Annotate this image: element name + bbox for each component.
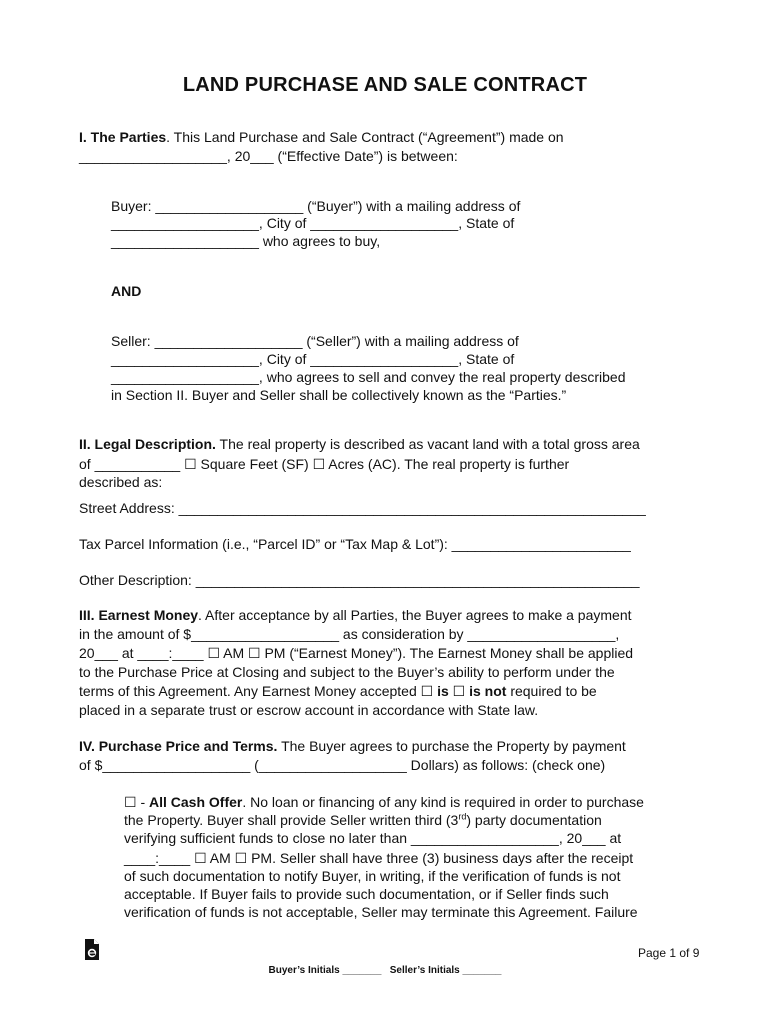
eforms-logo-icon bbox=[83, 938, 101, 962]
parties-line-1: I. The Parties. This Land Purchase and Sale Contract (“Agreement”) made on bbox=[79, 129, 564, 145]
page-number: Page 1 of 9 bbox=[638, 946, 700, 960]
earnest-line-3: 20___ at ____:____ ☐ AM ☐ PM (“Earnest Money”). The Earnest Money shall be applied bbox=[79, 645, 634, 661]
earnest-line-4: to the Purchase Price at Closing and subject to the Buyer’s ability to perform under the bbox=[79, 664, 615, 680]
cash-offer-checkbox[interactable]: ☐ - bbox=[124, 794, 149, 810]
price-line-2: of $___________________ (___________________ Dollars) as follows: (check one) bbox=[79, 757, 606, 773]
cash-offer-line-6: acceptable. If Buyer fails to provide such documentation, or if Seller finds such bbox=[124, 886, 609, 902]
legal-line-1: II. Legal Description. The real property is described as vacant land with a total gross area bbox=[79, 436, 640, 452]
legal-line-2: of ___________ ☐ Square Feet (SF) ☐ Acres (AC). The real property is further bbox=[79, 456, 570, 472]
cash-offer-line-4: ____:____ ☐ AM ☐ PM. Seller shall have three (3) business days after the receipt bbox=[124, 850, 634, 866]
street-address-field[interactable]: Street Address: ____________________________________________________________ bbox=[79, 500, 646, 516]
earnest-heading: III. Earnest Money bbox=[79, 607, 199, 623]
cash-offer-line-1: ☐ - All Cash Offer. No loan or financing of any kind is required in order to purchase bbox=[124, 794, 644, 810]
initials-line: Buyer’s Initials _______ Seller’s Initials _______ bbox=[268, 965, 502, 976]
legal-heading: II. Legal Description. bbox=[79, 436, 216, 452]
seller-line-1: Seller: ___________________ (“Seller”) with a mailing address of bbox=[111, 333, 519, 349]
legal-line-3: described as: bbox=[79, 474, 163, 490]
and-label: AND bbox=[111, 283, 142, 299]
price-heading: IV. Purchase Price and Terms. bbox=[79, 738, 278, 754]
cash-offer-line-2: the Property. Buyer shall provide Seller written third (3rd) party documentation bbox=[124, 811, 602, 828]
tax-parcel-field[interactable]: Tax Parcel Information (i.e., “Parcel ID” or “Tax Map & Lot”): _______________________ bbox=[79, 536, 631, 552]
other-description-field[interactable]: Other Description: _________________________________________________________ bbox=[79, 572, 640, 588]
document-title: LAND PURCHASE AND SALE CONTRACT bbox=[182, 74, 588, 96]
cash-offer-line-3: verifying sufficient funds to close no later than ___________________, 20___ at bbox=[124, 830, 622, 846]
seller-line-2: ___________________, City of ___________________, State of bbox=[111, 351, 515, 367]
cash-offer-line-7: verification of funds is not acceptable, Seller may terminate this Agreement. Failure bbox=[124, 904, 638, 920]
seller-line-4: in Section II. Buyer and Seller shall be collectively known as the “Parties.” bbox=[111, 387, 567, 403]
parties-heading: I. The Parties bbox=[79, 129, 167, 145]
cash-offer-line-5: of such documentation to notify Buyer, in writing, if the verification of funds is not bbox=[124, 868, 621, 884]
buyer-line-1: Buyer: ___________________ (“Buyer”) with a mailing address of bbox=[111, 198, 521, 214]
earnest-line-5: terms of this Agreement. Any Earnest Money accepted ☐ is ☐ is not required to be bbox=[79, 683, 597, 699]
earnest-line-2: in the amount of $___________________ as consideration by ___________________, bbox=[79, 626, 620, 642]
buyer-line-3: ___________________ who agrees to buy, bbox=[111, 233, 381, 249]
seller-line-3: ___________________, who agrees to sell and convey the real property described bbox=[111, 369, 626, 385]
buyer-line-2: ___________________, City of ___________________, State of bbox=[111, 215, 515, 231]
earnest-line-6: placed in a separate trust or escrow account in accordance with State law. bbox=[79, 702, 539, 718]
cash-offer-heading: All Cash Offer bbox=[149, 794, 243, 810]
price-line-1: IV. Purchase Price and Terms. The Buyer agrees to purchase the Property by payment bbox=[79, 738, 626, 754]
parties-line-2: ___________________, 20___ (“Effective Date”) is between: bbox=[79, 148, 458, 164]
earnest-line-1: III. Earnest Money. After acceptance by all Parties, the Buyer agrees to make a payment bbox=[79, 607, 632, 623]
